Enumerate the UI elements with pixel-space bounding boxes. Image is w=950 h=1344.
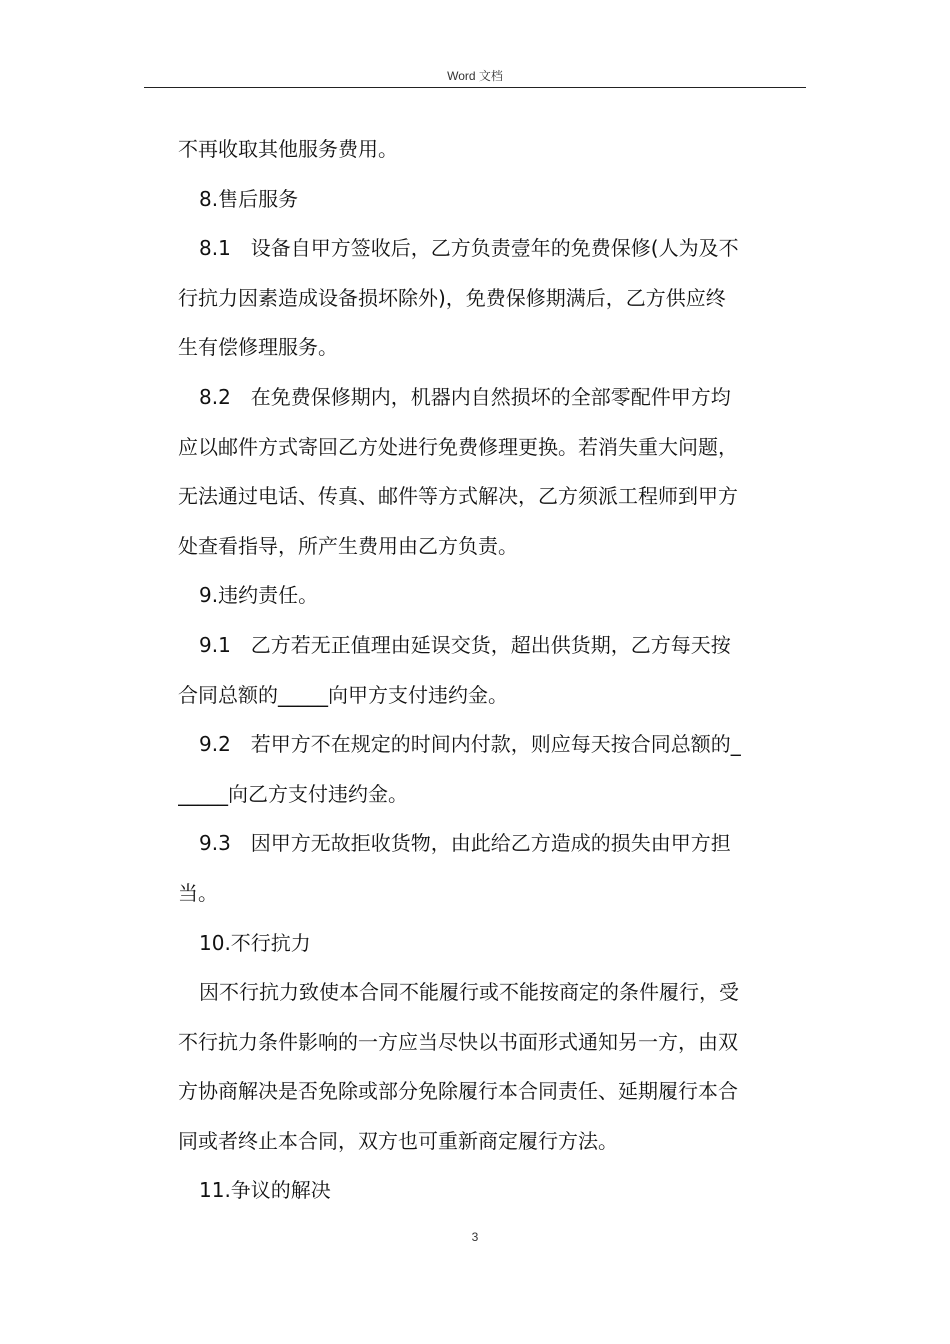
document-line: 9.2 若甲方不在规定的时间内付款，则应每天按合同总额的_ (199, 732, 741, 757)
document-line: 8.2 在免费保修期内，机器内自然损坏的全部零配件甲方均 (199, 384, 731, 409)
document-line: 当。 (178, 880, 218, 905)
document-line: 9.违约责任。 (199, 583, 319, 608)
document-line: 不行抗力条件影响的一方应当尽快以书面形式通知另一方，由双 (178, 1029, 738, 1054)
document-line: 方协商解决是否免除或部分免除履行本合同责任、延期履行本合 (178, 1079, 738, 1104)
document-line: 10.不行抗力 (199, 930, 311, 955)
document-line: 处查看指导，所产生费用由乙方负责。 (178, 533, 518, 558)
document-line: 合同总额的_____向甲方支付违约金。 (178, 682, 508, 707)
page-header-title: Word 文档 (447, 69, 503, 83)
document-line: 不再收取其他服务费用。 (178, 137, 398, 161)
document-line: 同或者终止本合同，双方也可重新商定履行方法。 (178, 1128, 618, 1153)
document-line: 9.3 因甲方无故拒收货物，由此给乙方造成的损失由甲方担 (199, 831, 731, 856)
document-line: 9.1 乙方若无正值理由延误交货，超出供货期，乙方每天按 (199, 632, 731, 657)
document-line: 8.1 设备自甲方签收后，乙方负责壹年的免费保修(人为及不 (199, 236, 739, 261)
document-line: 8.售后服务 (199, 186, 299, 211)
document-line: _____向乙方支付违约金。 (178, 781, 408, 806)
document-line: 生有偿修理服务。 (178, 335, 338, 360)
document-line: 因不行抗力致使本合同不能履行或不能按商定的条件履行，受 (199, 980, 739, 1005)
document-line: 11.争议的解决 (199, 1178, 331, 1203)
document-line: 无法通过电话、传真、邮件等方式解决，乙方须派工程师到甲方 (178, 484, 738, 509)
document-line: 应以邮件方式寄回乙方处进行免费修理更换。若消失重大问题， (178, 434, 738, 459)
document-line: 行抗力因素造成设备损坏除外)，免费保修期满后，乙方供应终 (178, 285, 726, 310)
header-rule (144, 87, 806, 88)
page-number: 3 (471, 1230, 479, 1244)
document-body (178, 125, 808, 1216)
